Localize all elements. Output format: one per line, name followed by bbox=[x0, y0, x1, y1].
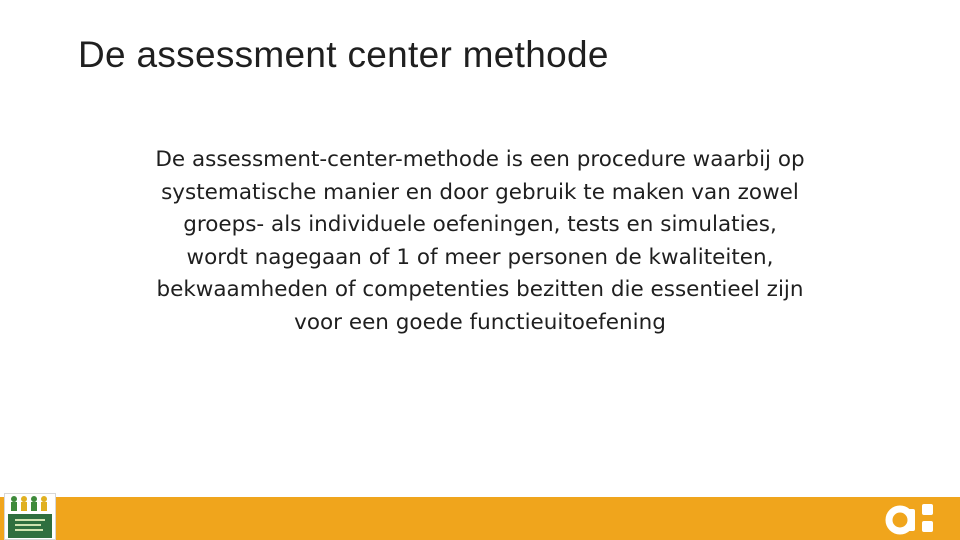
slide-body-text: De assessment-center-methode is een procedure waarbij op systematische manier en door gebruik te maken van zowel groeps- als individuele oefeningen, tests en simulaties, wordt nagegaan of 1 of meer personen de kwaliteiten, bekwaamheden of competenties bezitten die essentieel zijn voor een goede functieuitoefening bbox=[155, 147, 805, 335]
book-cover-icon bbox=[4, 493, 56, 540]
footer-bar bbox=[0, 497, 960, 540]
book-cover-panel bbox=[8, 514, 52, 538]
book-cover-line bbox=[15, 519, 45, 521]
book-cover-line bbox=[15, 524, 41, 526]
brand-logo-icon bbox=[884, 500, 944, 536]
book-cover-line bbox=[15, 529, 43, 531]
slide-title: De assessment center methode bbox=[78, 34, 609, 75]
people-illustration-icon bbox=[5, 494, 55, 514]
